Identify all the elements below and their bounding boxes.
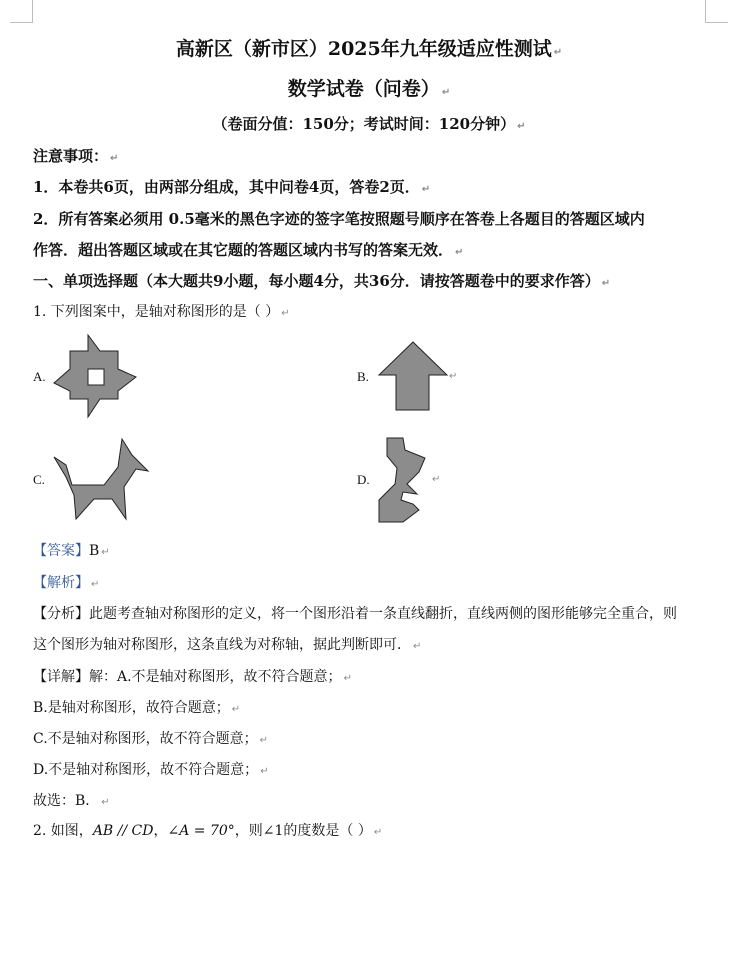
option-d-figure (375, 436, 431, 524)
paragraph-mark-icon: ↵ (231, 704, 241, 715)
page-corner-mark-right (705, 0, 728, 23)
q2-separator: ， (153, 823, 168, 839)
page-subtitle (0, 74, 738, 101)
q2-prefix: 2. 如图， (33, 823, 93, 839)
paragraph-mark-icon: ↵ (413, 641, 422, 652)
detail-line (33, 666, 352, 686)
conclusion-text: 故选：B． (33, 793, 100, 809)
detail-d-line (33, 759, 269, 779)
paragraph-mark-icon: ↵ (441, 87, 451, 98)
analysis-tag: 【解析】 (33, 575, 89, 591)
detail-c-text: C.不是轴对称图形，故不符合题意； (33, 731, 258, 747)
paragraph-mark-icon: ↵ (517, 121, 526, 132)
notice-item-2-text-2: 作答．超出答题区域或在其它题的答题区域内书写的答案无效． (33, 241, 454, 259)
exam-info-text: （卷面分值：150分；考试时间：120分钟） (212, 115, 516, 133)
detail-c-line (33, 728, 268, 748)
option-a-figure (52, 333, 138, 419)
option-c-label: C. (33, 472, 45, 487)
answer-line (33, 540, 110, 560)
paragraph-mark-icon: ↵ (553, 47, 563, 58)
option-c-figure (52, 437, 152, 523)
paragraph-mark-icon: ↵ (455, 247, 464, 258)
q2-suffix: ，则∠1的度数是（ ） (234, 823, 372, 839)
paragraph-mark-icon: ↵ (110, 153, 119, 164)
section-heading-text: 一、单项选择题（本大题共9小题，每小题4分，共36分．请按答题卷中的要求作答） (33, 272, 600, 290)
option-b-figure (377, 341, 449, 413)
paragraph-mark-icon: ↵ (260, 766, 269, 777)
paragraph-mark-icon: ↵ (281, 308, 290, 319)
paragraph-mark-icon: ↵ (101, 547, 110, 558)
notice-item-1-text: 1．本卷共6页，由两部分组成，其中问卷4页，答卷2页． (33, 178, 420, 196)
notice-heading (33, 145, 118, 166)
option-a-label: A. (33, 369, 46, 384)
analysis-text-1: 【分析】此题考查轴对称图形的定义，将一个图形沿着一条直线翻折，直线两侧的图形能够完全重合，则 (33, 606, 677, 622)
answer-value: B (89, 543, 100, 559)
question-2-stem (33, 820, 382, 840)
paragraph-mark-icon: ↵ (343, 673, 352, 684)
notice-item-2-text-1: 2．所有答案必须用 0.5毫米的黑色字迹的签字笔按照题号顺序在答卷上各题目的答题区域内 (33, 210, 645, 228)
analysis-tag-line (33, 572, 99, 592)
paragraph-mark-icon: ↵ (259, 735, 269, 746)
paragraph-mark-icon: ↵ (432, 474, 441, 485)
analysis-line-1 (33, 603, 677, 623)
paragraph-mark-icon: ↵ (101, 797, 110, 808)
detail-b-text: B.是轴对称图形，故符合题意； (33, 700, 230, 716)
title-text: 高新区（新市区）2025年九年级适应性测试 (175, 38, 552, 60)
notice-item-2-line-1 (33, 208, 645, 229)
page-corner-mark-left (10, 0, 33, 23)
paragraph-mark-icon: ↵ (421, 184, 431, 195)
question-1-stem (33, 301, 290, 321)
page-title (0, 34, 738, 61)
exam-info (0, 113, 738, 134)
paragraph-mark-icon: ↵ (601, 278, 611, 289)
detail-d-text: D.不是轴对称图形，故不符合题意； (33, 762, 259, 778)
question-1-stem-text: 1. 下列图案中，是轴对称图形的是（ ） (33, 304, 280, 320)
paragraph-mark-icon: ↵ (449, 371, 458, 382)
option-b-label: B. (357, 369, 369, 384)
q2-angle-expr: ∠A = 70° (167, 823, 235, 839)
q2-parallel-expr: AB // CD (92, 823, 154, 839)
detail-b-line (33, 697, 240, 717)
notice-heading-text: 注意事项： (33, 147, 109, 165)
conclusion-line (33, 790, 110, 810)
notice-item-1 (33, 176, 430, 197)
detail-text: 【详解】解：A.不是轴对称图形，故不符合题意； (33, 669, 342, 685)
paragraph-mark-icon: ↵ (373, 827, 383, 838)
section-heading (33, 270, 610, 291)
notice-item-2-line-2 (33, 239, 463, 260)
option-d-label: D. (357, 472, 370, 487)
analysis-line-2 (33, 634, 421, 654)
paragraph-mark-icon: ↵ (91, 579, 100, 590)
answer-tag: 【答案】 (33, 543, 89, 559)
analysis-text-2: 这个图形为轴对称图形，这条直线为对称轴，据此判断即可． (33, 637, 411, 653)
subtitle-text: 数学试卷（问卷） (287, 78, 440, 100)
